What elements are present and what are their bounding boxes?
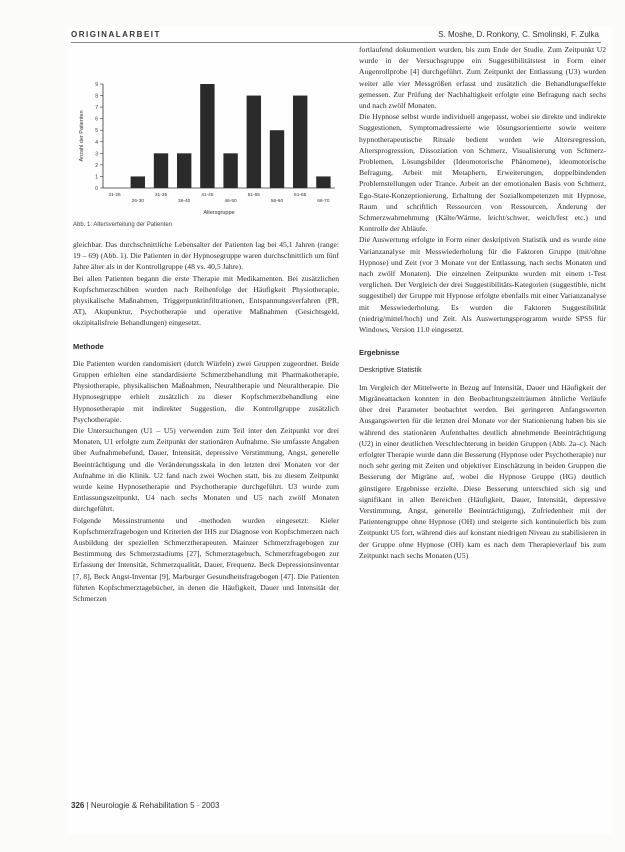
y-tick-label: 9 xyxy=(95,82,98,88)
x-tick-label: 56-60 xyxy=(270,199,284,204)
body-paragraph: Bei allen Patienten begann die erste Therapie mit Medikamenten. Bei zusätzlichen Kopfschmerzschüben wurden nach Reihenfolge der Häufigkeit Physiotherapie, physikalische Maßnahmen, Triggerpunktinfiltrationen, Entspannungsverfahren (PR, AT), Akupunktur, Psychotherapie und operative Maßnahmen (Gesichtsgeld, okzipitalisfreie Behandlungen) eingesetzt. xyxy=(73,273,339,328)
header-divider xyxy=(71,42,601,43)
journal-name: Neurologie & Rehabilitation 5 · 2003 xyxy=(90,801,220,810)
y-tick-label: 2 xyxy=(95,162,98,169)
data-bar xyxy=(247,96,261,188)
x-tick-label: 41-45 xyxy=(201,193,214,198)
figure-caption: Abb. 1: Altersverteilung der Patienten xyxy=(73,222,173,228)
body-paragraph: Die Untersuchungen (U1 – U5) verwenden zum Teil inter den Zeitpunkt vor drei Monaten, U1 erfolgte zum Zeitpunkt der stationären Aufnahme. Sie umfasste Angaben über Aufnahmebefund, Dauer, Intensität, depressive Verstimmung, Angst, generelle Beeinträchtigung und die Veränderungsskala in den letzten drei Monaten vor der Aufnahme in die Klinik. U2 fand nach zwei Wochen statt, bis zu diesem Zeitpunkt wurde keine Hypnosetherapie und Psychotherapie durchgeführt. U3 wurde zum Entlassungszeitpunkt, U4 nach sechs Monaten und U5 nach zwölf Monaten durchgeführt. xyxy=(73,426,339,514)
body-paragraph: Folgende Messinstrumente und -methoden wurden eingesetzt: Kieler Kopfschmerzfragebogen und Kriterien der IHS zur Diagnose von Kopfschmerzen nach Ausbildung der speziellen Schmerztherapeuten. Mainzer Schmerzfragebogen zur Bestimmung des Schmerzstadiums [27], Schmerztagebuch, Schmerzfragebogen zur Erfassung der Intensität, Schmerzqualität, Dauer, Frequenz. Beck Depressionsinventar [7, 8], Beck Angst-Inventar [9], Marburger Gesundheitsfragebogen [47]. Die Patienten führten Kopfschmerztagebücher, in denen die Häufigkeit, Dauer und Intensität der Schmerzen xyxy=(73,515,339,604)
y-tick-label: 3 xyxy=(95,151,98,158)
page-footer xyxy=(71,801,219,810)
section-heading: Methode xyxy=(73,341,104,351)
right-text-column xyxy=(359,44,606,561)
body-paragraph: Die Hypnose selbst wurde individuell angepasst, wobei sie direkte und indirekte Suggestionen, Symptomadressierte wie lösungsorientierte sowie weitere hypnotherapeutische Rituale bedient wurden wie Altersregression, Altersprogression, Dissoziation von Schmerz, Visualisierung von Schmerz-Problemen, Lösungsbilder (Ideomotorische Phänomene), ideomotorische Befragung, Arbeit mit Metaphern, Erweiterungen, doppelbindenden Problemstellungen oder Trance. Arbeit an der emotionalen Basis von Schmerz, Ego-State-Konzeptionierung, Erhaltung der Sozialkompetenzen mit Hypnose, Raum und schriftlich Ressourcen von Ressourcen, Änderung der Schmerzwahrnehmung (Kälte/Wärme, leicht/schwer, weich/fest etc.) und Kontrolle der Abläufe. xyxy=(359,112,606,234)
data-bar xyxy=(200,84,214,188)
data-bar xyxy=(177,153,191,188)
y-axis-title: Anzahl der Patienten xyxy=(79,110,85,162)
x-tick-label: 66-70 xyxy=(317,199,330,204)
subsection-heading: Deskriptive Statistik xyxy=(359,365,422,375)
body-paragraph: Im Vergleich der Mittelwerte in Bezug auf Intensität, Dauer und Häufigkeit der Migräneattacken konnten in den Beobachtungszeiträumen ähnliche Verläufe über drei Parameter beobachtet werden. Bei geringeren Anfangswerten Ausgangswerten für die letzten drei Monate vor der Stationierung haben bis sie während des stationären Aufenthaltes deutlich abnehmende Beeinträchtigung (U2) in einer deutlichen Verschlechterung in beiden Gruppen (Abb. 2a–c). Nach erfolgter Therapie wurde dann die Besserung (Hypnose oder Psychotherapie) nur noch sehr gering mit Zeiten und objektiver Einschätzung in beiden Gruppen die Besserung der Migräne auf, wobei die Hypnose Gruppe (HG) deutlich günstigere Ergebnisse erzielte. Diese Besserung unterschied sich sig und signifikant in allen Bereichen (Häufigkeit, Dauer, Intensität, depressive Verstimmung, Angst, generelle Beeinträchtigung), Zufriedenheit mit der Patientengruppe ohne Hypnose (OH) und steigerte sich kontinuierlich bis zum Zeitpunkt U5 fort, während dies auf konstant niedrigen Niveau zu stabilisieren in der Gruppe ohne Hypnose (OH) kam es nach dem Therapieverlauf bis zum Zeitpunkt nach sechs Monaten (U5) xyxy=(359,382,606,560)
y-tick-label: 6 xyxy=(95,116,98,123)
x-axis-title: Altersgruppe xyxy=(203,210,235,216)
x-tick-label: 26-30 xyxy=(131,199,144,204)
section-heading: Ergebnisse xyxy=(359,348,400,358)
body-paragraph: fortlaufend dokumentiert wurden, bis zum Ende der Studie. Zum Zeitpunkt U2 wurde in der Versuchsgruppe ein Suggestibilitätstest in Form einer Augenrollprobe [4] durchgeführt. Zum Zeitpunkt der Entlassung (U3) wurden weiter alle vier Messgrößen erfasst und zusätzlich die Behandlungseffekte gemessen. Zur Prüfung der Nachhaltigkeit erfolgte eine Befragung nach sechs und nach zwölf Monaten. xyxy=(359,45,606,111)
x-tick-label: 21-25 xyxy=(108,193,121,198)
left-text-column xyxy=(73,239,339,604)
author-line: S. Moshe, D. Ronkony, C. Smolinski, F. Zulka xyxy=(438,30,599,39)
x-tick-label: 46-50 xyxy=(224,199,237,204)
x-tick-label: 36-40 xyxy=(178,199,191,204)
footer-separator: | xyxy=(86,801,91,810)
age-distribution-chart xyxy=(71,78,341,224)
y-tick-label: 5 xyxy=(95,128,98,135)
x-tick-label: 61-65 xyxy=(294,193,307,198)
x-tick-label: 31-35 xyxy=(154,193,168,198)
data-bar xyxy=(270,130,284,188)
data-bar xyxy=(316,176,330,188)
data-bar xyxy=(131,176,145,188)
data-bar xyxy=(154,153,168,188)
y-tick-label: 0 xyxy=(95,186,98,192)
page-number: 326 xyxy=(71,801,85,810)
body-paragraph: gleichbar. Das durchschnittliche Lebensalter der Patienten lag bei 45,1 Jahren (range: 19 – 69) (Abb. 1). Die Patienten in der Hypnosegruppe waren durchschnittlich um fünf Jahre älter als in der Kontrollgruppe (48 vs. 40,5 Jahre). xyxy=(73,240,339,272)
section-label: ORIGINALARBEIT xyxy=(71,30,161,39)
data-bar xyxy=(293,96,307,188)
data-bar xyxy=(223,153,237,188)
y-tick-label: 1 xyxy=(95,174,98,181)
x-tick-label: 51-55 xyxy=(247,193,260,198)
y-tick-label: 4 xyxy=(95,139,98,146)
body-paragraph: Die Auswertung erfolgte in Form einer deskriptiven Statistik und es wurde eine Varianzanalyse mit Messwiederholung für die Faktoren Gruppe (mit/ohne Hypnose) und Zeit (vor 3 Monate vor der Entlassung, nach sechs Monaten und nach zwölf Monaten). Die einzelnen Zeitpunkte wurden mit einem t-Test verglichen. Der Vergleich der drei Suggestibilitäts-Kategorien (suggestible, nicht suggestibel) der Gruppe mit Hypnose erfolgte ebenfalls mit einer Varianzanalyse mit Messwiederholung. Es wurden die Faktoren Suggestibilität (niedrig/mittel/hoch) und Zeit. Als Auswertungsprogramm wurde SPSS für Windows, Version 11.0 eingesetzt. xyxy=(359,235,606,335)
y-tick-label: 7 xyxy=(95,105,98,112)
body-paragraph: Die Patienten wurden randomisiert (durch Würfeln) zwei Gruppen zugeordnet. Beide Gruppen erhielten eine standardisierte Schmerzbehandlung mit Pharmakotherapie, Physiotherapie, physikalischen Maßnahmen, Neuraltherapie und Neuraltherapie. Die Hypnosegruppe erhielt zusätzlich zu dieser Kopfschmerzbehandlung eine Hypnosetherapie mit indirekter Suggestion, die Kontrollgruppe zusätzlich Psychotherapie. xyxy=(73,358,339,424)
y-tick-label: 8 xyxy=(95,93,98,100)
